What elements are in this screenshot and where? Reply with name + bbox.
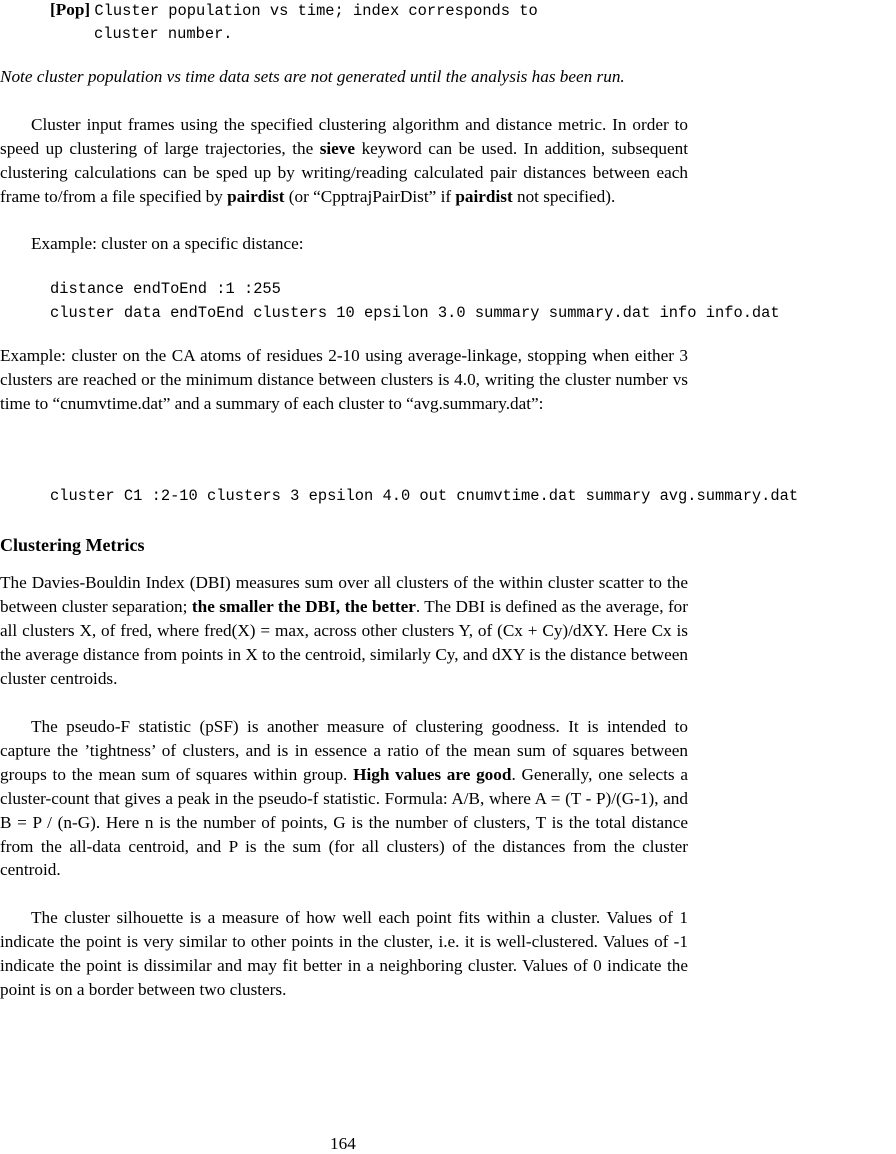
description-text-2: keyword can be used. In addition, subsequent clustering calculations can be sped up by writing/reading calculated pair distances between each frame to/from a file specified by xyxy=(0,138,689,206)
description-text-3: (or “CpptrajPairDist” if xyxy=(284,186,456,206)
dbi-text-1: The Davies-Bouldin Index (DBI) measures sum over all clusters of the within cluster scatter to the between cluster separation; xyxy=(0,573,688,616)
dbi-text-2: . The DBI is defined as the average, for all clusters X, of fred, where fred(X) = max, across other clusters Y, of (Cx + Cy)/dXY. Here Cx is the average distance from points in X to the centroid, similarly Cy, and dXY is the distance between cluster centroids. xyxy=(0,596,688,688)
pop-item-line2: cluster number. xyxy=(94,25,233,43)
psf-emphasis: High values are good xyxy=(353,764,512,784)
example2-paragraph: Example: cluster on the CA atoms of residues 2-10 using average-linkage, stopping when either 3 clusters are reached or the minimum distance between clusters is 4.0, writing the cluster number vs time to “cnumvtime.dat” and a summary of each cluster to “avg.summary.dat”: xyxy=(0,346,688,413)
psf-text-2: . Generally, one selects a cluster-count that gives a peak in the pseudo-f statistic. Formula: A/B, where A = (T - P)/(G-1), and B = P / (n-G). Here n is the number of points, G is the number of clusters, T is the total distance from the all-data centroid, and P is the sum (for all clusters) of the distances from the cluster centroid. xyxy=(0,764,688,880)
example2-code-line: cluster C1 :2-10 clusters 3 epsilon 4.0 out cnumvtime.dat summary avg.summary.dat xyxy=(50,487,799,505)
description-text-4: not specified). xyxy=(512,186,616,206)
example1-code-line2: cluster data endToEnd clusters 10 epsilon 3.0 summary summary.dat info info.dat xyxy=(50,304,780,322)
note-paragraph: Note cluster population vs time data sets are not generated until the analysis has been run. xyxy=(0,67,625,86)
example1-code-line1: distance endToEnd :1 :255 xyxy=(50,280,281,298)
sieve-keyword: sieve xyxy=(319,138,356,158)
section-heading: Clustering Metrics xyxy=(0,535,145,555)
dbi-emphasis: the smaller the DBI, the better xyxy=(191,596,416,616)
pop-item-line1: Cluster population vs time; index corresponds to xyxy=(94,2,538,20)
page-number: 164 xyxy=(330,1134,356,1153)
example1-intro: Example: cluster on a specific distance: xyxy=(31,234,304,253)
silhouette-paragraph: The cluster silhouette is a measure of how well each point fits within a cluster. Values of 1 indicate the point is very similar to other points in the cluster, i.e. it is well-clustered. Values of -1 indicate the point is dissimilar and may fit better in a neighboring cluster. Values of 0 indicate the point is on a border between two clusters. xyxy=(0,908,688,999)
psf-paragraph xyxy=(0,715,688,882)
dbi-paragraph xyxy=(0,571,688,691)
pairdist-keyword-2: pairdist xyxy=(455,186,513,206)
pop-item xyxy=(50,0,690,24)
description-paragraph xyxy=(0,113,688,209)
description-text-1: Cluster input frames using the specified clustering algorithm and distance metric. In order to speed up clustering of large trajectories, the xyxy=(0,115,688,158)
psf-text-1: The pseudo-F statistic (pSF) is another measure of clustering goodness. It is intended to capture the ’tightness’ of clusters, and is in essence a ratio of the mean sum of squares between groups to the mean sum of squares within group. xyxy=(0,717,688,784)
pop-item-label: [Pop] xyxy=(50,0,91,19)
pairdist-keyword: pairdist xyxy=(227,186,285,206)
